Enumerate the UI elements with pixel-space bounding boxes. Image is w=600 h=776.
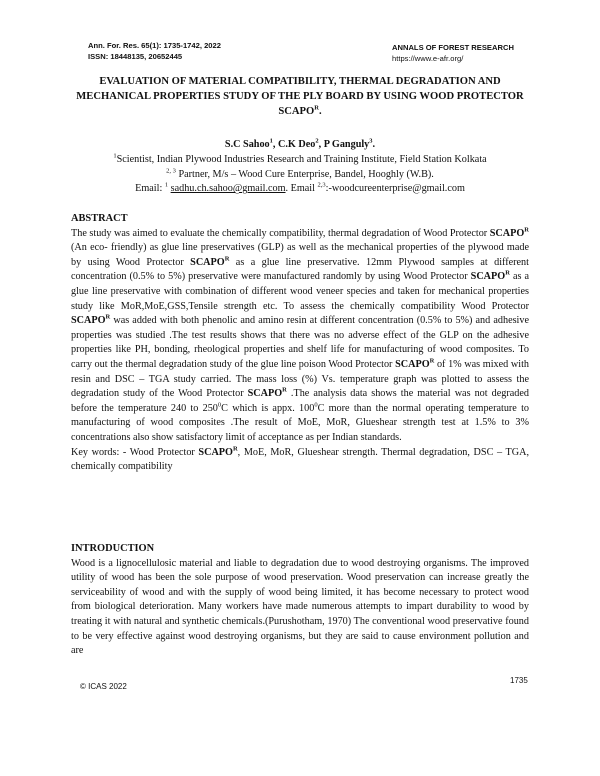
introduction-heading: INTRODUCTION [71,543,155,554]
email-2: :-woodcureenterprise@gmail.com [325,183,465,195]
affiliation-2: $^{2, 3}$ Partner, M/s – Wood Cure Enterprise, Bandel, Hooghly (W.B). [166,167,434,180]
affiliation-1: $^1$Scientist, Indian Plywood Industries Research and Training Institute, Field Station Kolkata [113,152,487,165]
author-block [60,138,540,197]
citation-text: Ann. For. Res. 65(1): 1735-1742, 2022 [88,41,221,50]
introduction-section [71,542,529,659]
keywords-line: Key words: - Wood Protector $SCAPO^R$, MoE, MoR, Glueshear strength. Thermal degradation, DSC – TGA, chemically compatibility [71,445,529,473]
journal-name-block [392,42,514,64]
paper-title: EVALUATION OF MATERIAL COMPATIBILITY, THERMAL DEGRADATION AND MECHANICAL PROPERTIES STUDY OF THE PLY BOARD BY USING WOOD PROTECTOR $SCAPO^R$. [76,76,524,117]
page-number: 1735 [510,676,528,685]
journal-citation-block [88,40,221,62]
journal-url-link[interactable]: https://www.e-afr.org/ [392,54,464,63]
journal-name: ANNALS OF FOREST RESEARCH [392,43,514,52]
email-link-1[interactable]: sadhu.ch.sahoo@gmail.com [170,183,286,195]
copyright-footer: © ICAS 2022 [80,682,127,691]
issn-text: ISSN: 18448135, 20652445 [88,52,183,61]
email-line: Email: $^1$ sadhu.ch.sahoo@gmail.com. Email $^{2,3}$:-woodcureenterprise@gmail.com [135,182,465,195]
author-names: S.C Sahoo$^1$, C.K Deo$^2$, P Ganguly$^3$. [224,137,376,150]
abstract-heading: ABSTRACT [71,213,128,224]
abstract-body: The study was aimed to evaluate the chemically compatibility, thermal degradation of Wood Protector $SCAPO^R$ (An eco- friendly) as glue line preservatives (GLP) as well as the mechanical properties of the plywood made by using Wood Protector $SCAPO^R$ as a glue line preservative. 12mm Plywood samples at different concentration (0.5% to 5%) preservative were manufactured randomly by using Wood Protector $SCAPO^R$ as a glue line preservative with combination of different wood veneer species and taken for mechanical properties study like MoR,MoE,GSS,Tensile strength etc. To assess the chemically compatibility Wood Protector $SCAPO^R$ was added with both phenolic and amino resin at different concentration (0.5% to 5%) and adhesive properties was studied .The test results shows that there was no adverse effect of the GLP on the adhesive properties like PH, bonding, rheological properties and shelf life for manufacturing of wood composites. To carry out the thermal degradation study of the glue line poison Wood Protector $SCAPO^R$ of 1% was mixed with resin and DSC – TGA study carried. The mass loss (%) Vs. temperature graph was plotted to assess the degradation study of the Wood Protector $SCAPO^R$ .The analysis data shows the material was not degraded before the temperature 240 to $250^0C$ which is appx. $100^0C$ more than the normal operating temperature to manufacturing of wood composites .The result of MoE, MoR, Glueshear strength test at 1.5% to 3% concentrations also show satisfactory limit of acceptance as per Indian standards. [71,226,530,443]
abstract-section [71,212,529,475]
introduction-body: Wood is a lignocellulosic material and liable to degradation due to wood destroying organisms. The improved utility of wood has been the sole purpose of wood preservation. Wood preservation can increase greatly the serviceability of wood and with the supply of wood being limited, it has become necessary to protect wood from biological deterioration. Many workers have made numerous attempts to impart durability to wood by treating it with natural and synthetic chemicals.(Purushotham, 1970) The conventional wood preservative found to be very effective against wood destroying organisms, but they are said to cause environment pollution and are [71,557,529,657]
